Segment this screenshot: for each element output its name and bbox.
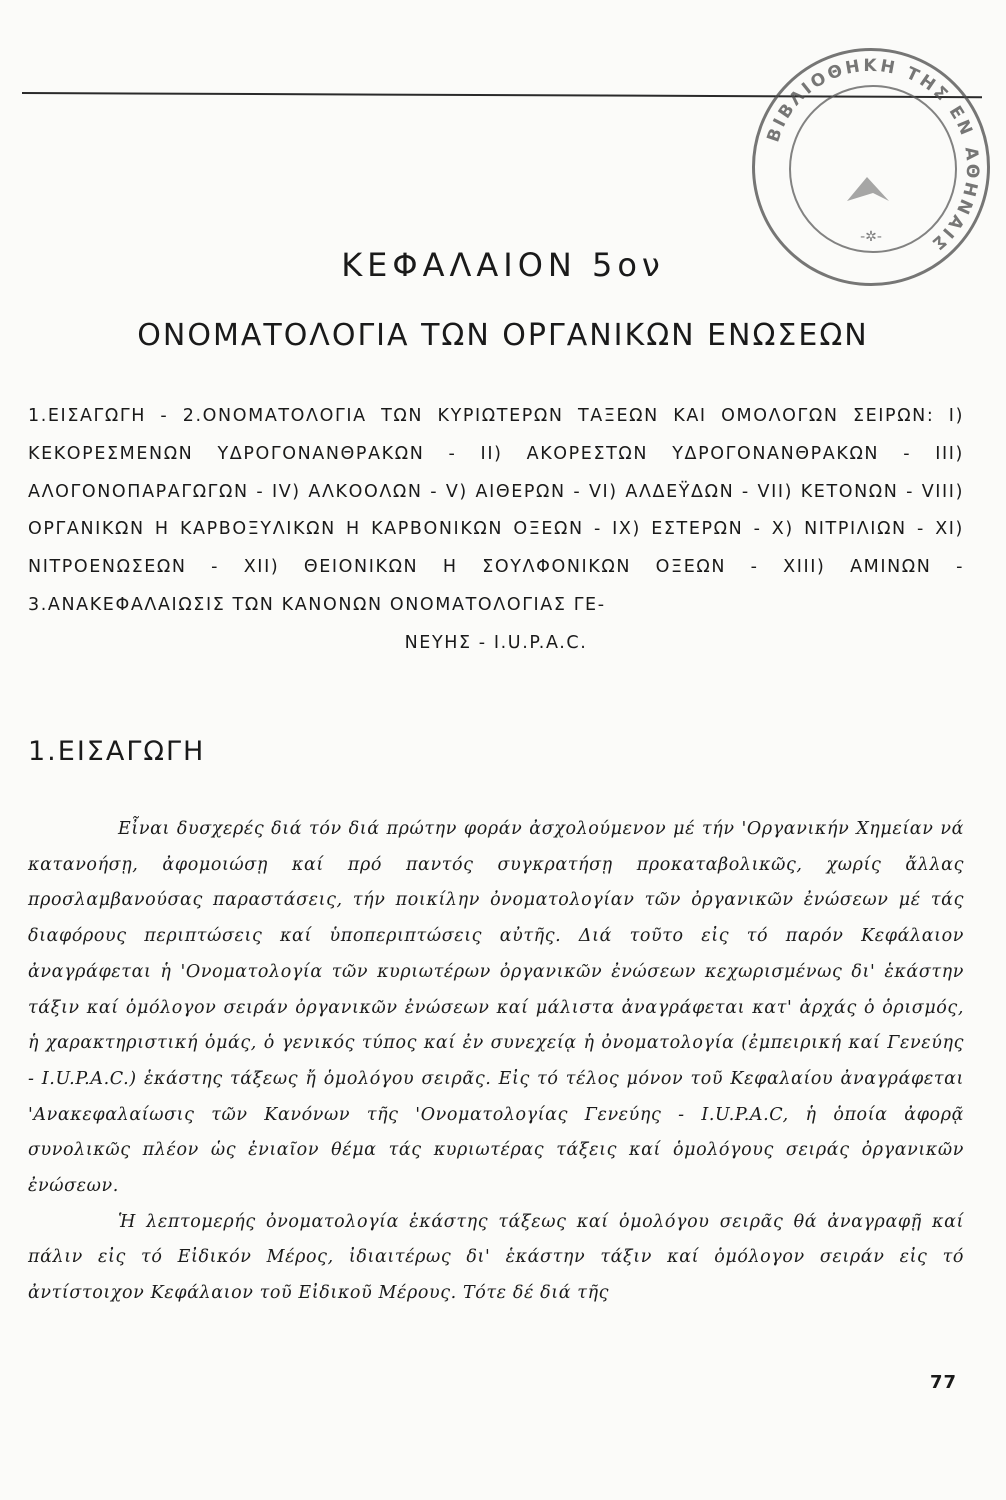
svg-text:-✲-: -✲- [860,229,882,245]
contents-text: 1.ΕΙΣΑΓΩΓΗ - 2.ΟΝΟΜΑΤΟΛΟΓΙΑ ΤΩΝ ΚΥΡΙΩΤΕΡΩΝ ΤΑΞΕΩΝ ΚΑΙ ΟΜΟΛΟΓΩΝ ΣΕΙΡΩΝ: I) ΚΕΚΟΡΕΣΜΕΝΩΝ ΥΔΡΟΓΟΝΑΝΘΡΑΚΩΝ - II) ΑΚΟΡΕΣΤΩΝ ΥΔΡΟΓΟΝΑΝΘΡΑΚΩΝ - III) ΑΛΟΓΟΝΟΠΑΡΑΓΩΓΩΝ - IV) ΑΛΚΟΟΛΩΝ - V) ΑΙΘΕΡΩΝ - VI) ΑΛΔΕΫΔΩΝ - VII) ΚΕΤΟΝΩΝ - VIII) ΟΡΓΑΝΙΚΩΝ Η ΚΑΡΒΟΞΥΛΙΚΩΝ Η ΚΑΡΒΟΝΙΚΩΝ ΟΞΕΩΝ - IX) ΕΣΤΕΡΩΝ - X) ΝΙΤΡΙΛΙΩΝ - XI) ΝΙΤΡΟΕΝΩΣΕΩΝ - XII) ΘΕΙΟΝΙΚΩΝ Η ΣΟΥΛΦΟΝΙΚΩΝ ΟΞΕΩΝ - XIII) ΑΜΙΝΩΝ - 3.ΑΝΑΚΕΦΑΛΑΙΩΣΙΣ ΤΩΝ ΚΑΝΟΝΩΝ ΟΝΟΜΑΤΟΛΟΓΙΑΣ ΓΕ- [28,406,964,615]
page-number: 77 [930,1372,958,1393]
contents-last-line: ΝΕΥΗΣ - I.U.P.A.C. [404,632,588,653]
body-text [28,812,964,1312]
chapter-contents [28,398,964,663]
section-heading: 1.ΕΙΣΑΓΩΓΗ [28,736,206,767]
chapter-title: ΟΝΟΜΑΤΟΛΟΓΙΑ ΤΩΝ ΟΡΓΑΝΙΚΩΝ ΕΝΩΣΕΩΝ [137,318,869,353]
chapter-label: ΚΕΦΑΛΑΙΟΝ 5ον [341,246,665,284]
paragraph: Εἶναι δυσχερές διά τόν διά πρώτην φοράν ἀσχολούμενον μέ τήν 'Οργανικήν Χημείαν νά κατανοήσῃ, ἀφομοιώσῃ καί πρό παντός συγκρατήσῃ προκαταβολικῶς, χωρίς ἄλλας προσλαμβανούσας παραστάσεις, τήν ποικίλην ὀνοματολογίαν τῶν ὀργανικῶν ἐνώσεων μέ τάς διαφόρους περιπτώσεις καί ὑποπεριπτώσεις αὐτῆς. Διά τοῦτο εἰς τό παρόν Κεφάλαιον ἀναγράφεται ἡ 'Ονοματολογία τῶν κυριωτέρων ὀργανικῶν ἐνώσεων κεχωρισμένως δι' ἑκάστην τάξιν καί ὁμόλογον σειράν ὀργανικῶν ἐνώσεων καί μάλιστα ἀναγράφεται κατ' ἀρχάς ὁ ὁρισμός, ἡ χαρακτηριστική ὁμάς, ὁ γενικός τύπος καί ἐν συνεχείᾳ ἡ ὀνοματολογία (ἐμπειρική καί Γενεύης - I.U.P.A.C.) ἑκάστης τάξεως ἤ ὁμολόγου σειρᾶς. Εἰς τό τέλος μόνον τοῦ Κεφαλαίου ἀναγράφεται 'Ανακεφαλαίωσις τῶν Κανόνων τῆς 'Ονοματολογίας Γενεύης - I.U.P.A.C, ἡ ὁποία ἀφορᾷ συνολικῶς πλέον ὡς ἑνιαῖον θέμα τάς κυριωτέρας τάξεις καί ὁμολόγους σειράς ὀργανικῶν ἐνώσεων. [28,819,964,1197]
stamp-text: ΒΙΒΛΙΟΘΗΚΗ ΤΗΣ ΕΝ ΑΘΗΝΑΙΣ [763,55,983,256]
svg-text:ΒΙΒΛΙΟΘΗΚΗ ΤΗΣ ΕΝ ΑΘΗΝΑΙΣ [764,56,983,255]
paragraph: Ἡ λεπτομερής ὀνοματολογία ἑκάστης τάξεως καί ὁμολόγου σειρᾶς θά ἀναγραφῇ καί πάλιν εἰς τό Εἰδικόν Μέρος, ἰδιαιτέρως δι' ἑκάστην τάξιν καί ὁμόλογον σειράν εἰς τό ἀντίστοιχον Κεφάλαιον τοῦ Εἰδικοῦ Μέρους. Τότε δέ διά τῆς [28,1211,964,1304]
